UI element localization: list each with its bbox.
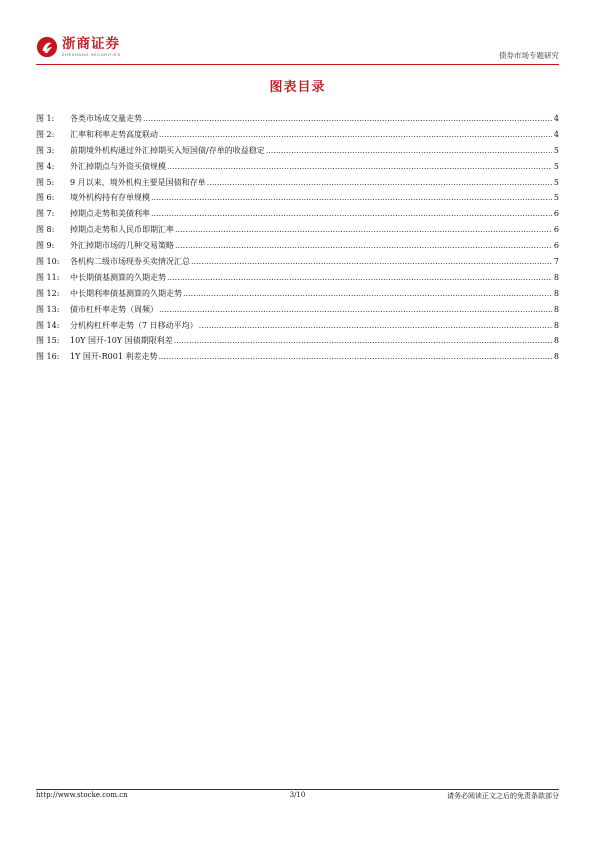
- toc-dot-leader: [183, 286, 552, 302]
- toc-dot-leader: [151, 206, 552, 222]
- toc-entry-page: 8: [553, 320, 559, 330]
- toc-entry-number: 图 14:: [36, 320, 60, 330]
- toc-dot-leader: [167, 270, 552, 286]
- toc-entry[interactable]: [36, 318, 559, 334]
- toc-entry[interactable]: [36, 238, 559, 254]
- brand-logo: [36, 36, 121, 58]
- toc-entry-title: 前期境外机构通过外汇掉期买入短国债/存单的收益稳定: [70, 145, 265, 155]
- toc-entry-number: 图 10:: [36, 257, 60, 267]
- toc-entry[interactable]: [36, 270, 559, 286]
- toc-entry-page: 8: [553, 272, 559, 282]
- toc-dot-leader: [175, 222, 552, 238]
- toc-entry-number: 图 3:: [36, 145, 55, 155]
- report-type: 债券市场专题研究: [499, 51, 559, 60]
- toc-entry-page: 6: [553, 209, 559, 219]
- brand-name-cn: 浙商证券: [62, 35, 120, 52]
- toc-dot-leader: [159, 302, 552, 318]
- toc-entry-page: 5: [553, 161, 559, 171]
- page-footer: [36, 791, 559, 803]
- toc-entry-page: 6: [553, 241, 559, 251]
- toc-dot-leader: [266, 143, 552, 159]
- brand-name-en: ZHESHANG SECURITIES: [62, 51, 121, 57]
- toc-entry-number: 图 12:: [36, 288, 60, 298]
- disclaimer-note: 请务必阅读正文之后的免责条款部分: [447, 792, 559, 800]
- footer-divider: [36, 789, 559, 790]
- toc-entry-title: 10Y 国开-10Y 国债期限利差: [70, 336, 173, 346]
- toc-entry-number: 图 16:: [36, 352, 60, 362]
- toc-entry-title: 中长期利率债基测算的久期走势: [70, 288, 182, 298]
- toc-entry-page: 8: [553, 336, 559, 346]
- toc-dot-leader: [191, 254, 552, 270]
- toc-entry-title: 各类市场成交量走势: [70, 114, 142, 123]
- toc-entry-page: 5: [553, 193, 559, 203]
- toc-dot-leader: [143, 111, 552, 127]
- toc-entry-page: 7: [553, 257, 559, 267]
- toc-entry[interactable]: [36, 206, 559, 222]
- toc-entry-title: 中长期债基测算的久期走势: [70, 272, 166, 282]
- toc-dot-leader: [199, 318, 552, 334]
- page-number: 3/10: [289, 791, 306, 799]
- toc-entry-title: 各机构二级市场现券买卖情况汇总: [70, 257, 190, 267]
- toc-dot-leader: [174, 333, 552, 349]
- toc-entry[interactable]: [36, 286, 559, 302]
- figure-toc-list: [36, 111, 559, 365]
- toc-entry[interactable]: [36, 349, 559, 365]
- toc-dot-leader: [167, 159, 552, 175]
- toc-entry-page: 8: [553, 352, 559, 362]
- toc-entry-title: 9 月以来，境外机构主要是国债和存单: [70, 177, 206, 187]
- toc-dot-leader: [158, 349, 552, 365]
- toc-entry[interactable]: [36, 190, 559, 206]
- toc-entry[interactable]: [36, 143, 559, 159]
- footer-url-link[interactable]: http://www.stocke.com.cn: [36, 791, 128, 799]
- toc-entry-number: 图 9:: [36, 241, 55, 251]
- toc-entry-number: 图 1:: [36, 114, 55, 123]
- toc-entry-page: 5: [553, 145, 559, 155]
- toc-entry-number: 图 11:: [36, 272, 60, 282]
- toc-entry-title: 掉期点走势和人民币即期汇率: [70, 225, 174, 235]
- toc-entry[interactable]: [36, 127, 559, 143]
- toc-entry-title: 分机构杠杆率走势（7 日移动平均）: [70, 320, 198, 330]
- toc-entry[interactable]: [36, 175, 559, 191]
- toc-title: 图表目录: [269, 80, 326, 95]
- page-header: [36, 36, 559, 64]
- toc-entry-title: 1Y 国开-R001 利差走势: [70, 352, 158, 362]
- toc-entry-title: 外汇掉期点与外资买债规模: [70, 161, 166, 171]
- toc-entry-page: 4: [553, 114, 559, 123]
- toc-entry[interactable]: [36, 222, 559, 238]
- toc-entry-number: 图 13:: [36, 304, 60, 314]
- header-divider: [36, 64, 559, 65]
- toc-entry-title: 境外机构持有存单规模: [70, 193, 150, 203]
- toc-dot-leader: [175, 238, 552, 254]
- toc-entry[interactable]: [36, 254, 559, 270]
- toc-entry-title: 掉期点走势和美债利率: [70, 209, 150, 219]
- toc-entry-page: 8: [553, 288, 559, 298]
- toc-entry-title: 外汇掉期市场的几种交易策略: [70, 241, 174, 251]
- toc-entry-number: 图 4:: [36, 161, 55, 171]
- toc-entry-page: 8: [553, 304, 559, 314]
- toc-entry[interactable]: [36, 159, 559, 175]
- toc-entry[interactable]: [36, 333, 559, 349]
- toc-entry[interactable]: [36, 302, 559, 318]
- toc-entry[interactable]: [36, 111, 559, 127]
- toc-entry-page: 6: [553, 225, 559, 235]
- toc-entry-number: 图 8:: [36, 225, 55, 235]
- toc-entry-number: 图 6:: [36, 193, 55, 203]
- toc-entry-page: 4: [553, 129, 559, 139]
- toc-dot-leader: [159, 127, 552, 143]
- toc-entry-number: 图 7:: [36, 209, 55, 219]
- brand-logo-icon: [36, 36, 58, 58]
- toc-entry-number: 图 15:: [36, 336, 60, 346]
- toc-entry-number: 图 2:: [36, 129, 55, 139]
- toc-entry-number: 图 5:: [36, 177, 55, 187]
- toc-entry-title: 债市杠杆率走势（周频）: [70, 304, 158, 314]
- toc-dot-leader: [207, 175, 552, 191]
- toc-dot-leader: [151, 190, 552, 206]
- toc-entry-page: 5: [553, 177, 559, 187]
- toc-entry-title: 汇率和利率走势高度联动: [70, 129, 158, 139]
